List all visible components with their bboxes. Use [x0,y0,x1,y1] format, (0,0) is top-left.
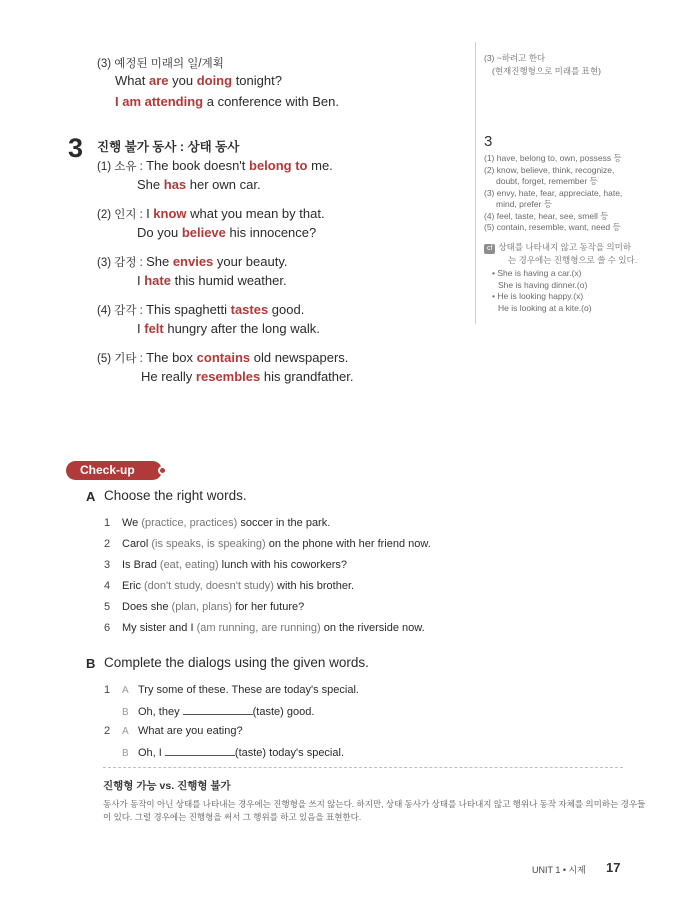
section-a-title: Choose the right words. [104,488,247,503]
example-sentence: Do you believe his innocence? [137,225,317,240]
example-sentence: What are you doing tonight? [115,73,282,88]
choice-options[interactable]: (practice, practices) [141,517,238,529]
answer-blank[interactable] [183,704,253,715]
section-number: 3 [68,133,84,163]
question-item: 4 Eric (don't study, doesn't study) with his brother. [104,580,355,592]
footer-unit: UNIT 1 • 시제 [532,865,586,875]
dialog-line: B Oh, they (taste) good. [122,706,315,718]
sidenote-line: (3) envy, hate, fear, appreciate, hate, [484,187,623,198]
note-line: 동사가 동작이 아닌 상태를 나타내는 경우에는 진행형을 쓰지 않는다. 하지만, 상태 동사가 상태를 나타내지 않고 행위나 동작 자체를 의미하는 경우들 [103,799,646,809]
section-b-title: Complete the dialogs using the given words. [104,655,369,670]
sidenote-line: (5) contain, resemble, want, need 등 [484,222,621,232]
grammar-note [103,767,646,824]
example-sentence: (1) 소유 : The book doesn't belong to me. [97,158,333,173]
section-title: 진행 불가 동사 : 상태 동사 [97,140,240,154]
speaker-label: A [122,685,129,696]
choice-options[interactable]: (eat, eating) [159,559,219,571]
sidenote-number: 3 [484,133,493,150]
sidenote-line: (3) ~하려고 한다 [484,53,546,63]
example-sentence: I hate this humid weather. [137,273,287,288]
sidenote-line: doubt, forget, remember 등 [496,176,598,186]
note-line: 이 있다. 그럴 경우에는 진행형을 써서 그 행위를 하고 있음을 표현한다. [103,812,362,822]
sidenote-line: (현재진행형으로 미래를 표현) [492,66,601,76]
speaker-label: A [122,726,129,737]
choice-options[interactable]: (plan, plans) [171,601,233,613]
example-sentence: She has her own car. [137,177,261,192]
question-item: 5 Does she (plan, plans) for her future? [104,601,305,613]
example-sentence: (5) 기타 : The box contains old newspapers. [97,350,349,365]
choice-options[interactable]: (don't study, doesn't study) [144,580,274,592]
example-sentence: I am attending a conference with Ben. [115,94,339,109]
note-title: 진행형 가능 vs. 진행형 불가 [103,780,231,792]
tip-example: She is having dinner.(o) [498,279,588,290]
checkup-badge: Check-up [66,461,162,480]
question-item: 3 Is Brad (eat, eating) lunch with his coworkers? [104,559,347,571]
sidenote-line: mind, prefer 등 [496,199,552,209]
sidenote-line: (1) have, belong to, own, possess 등 [484,153,622,163]
speaker-label: B [122,748,129,759]
question-item: 1 We (practice, practices) soccer in the park. [104,517,331,529]
tip-line: cf 상태를 나타내지 않고 동작을 의미하 [484,241,631,254]
choice-options[interactable]: (is speaks, is speaking) [151,538,266,550]
example-sentence: (2) 인지 : I know what you mean by that. [97,206,325,221]
choice-options[interactable]: (am running, are running) [196,622,321,634]
speaker-label: B [122,707,129,718]
sidenote-line: (4) feel, taste, hear, see, smell 등 [484,210,609,221]
sidebar-divider [475,42,476,324]
tip-example: He is looking at a kite.(o) [498,302,592,313]
page-number: 17 [606,860,621,875]
example-sentence: (4) 감각 : This spaghetti tastes good. [97,302,305,317]
question-item: 2 Carol (is speaks, is speaking) on the phone with her friend now. [104,538,431,550]
answer-blank[interactable] [165,745,235,756]
section-letter-a: A [86,489,96,504]
badge-dot [158,466,167,475]
dialog-line: 2 A What are you eating? [104,725,243,737]
tip-example: • She is having a car.(x) [492,268,582,278]
example-sentence: He really resembles his grandfather. [141,369,354,384]
planned-future-label: (3) 예정된 미래의 일/계획 [97,58,224,70]
tip-badge: cf [484,244,495,254]
section-letter-b: B [86,656,96,671]
dialog-line: 1 A Try some of these. These are today's special. [104,684,359,696]
sidenote-line: (2) know, believe, think, recognize, [484,164,615,175]
example-sentence: I felt hungry after the long walk. [137,321,320,336]
dialog-line: B Oh, I (taste) today's special. [122,747,344,759]
tip-line: 는 경우에는 진행형으로 쓸 수 있다. [508,255,638,265]
example-sentence: (3) 감정 : She envies your beauty. [97,254,288,269]
question-item: 6 My sister and I (am running, are running) on the riverside now. [104,622,425,634]
tip-example: • He is looking happy.(x) [492,291,584,301]
